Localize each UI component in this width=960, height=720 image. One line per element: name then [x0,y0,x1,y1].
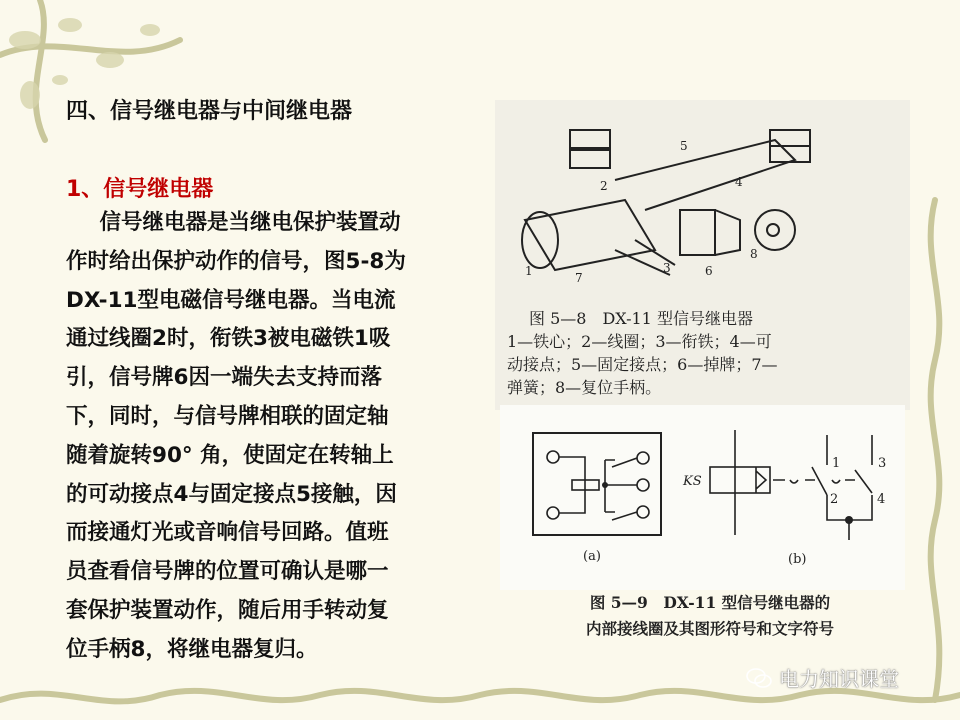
part-label: 7 [575,271,583,285]
caption-line: 图 5—8 DX-11 型信号继电器 [529,309,753,328]
subsection-heading: 1、信号继电器 [66,177,214,202]
terminal-label: 4 [877,492,886,507]
subfigure-label-a: (a) [583,549,601,564]
wechat-icon [745,667,773,689]
figure1-caption [507,307,778,399]
caption-line: 1—铁心；2—线圈；3—衔铁；4—可 [507,332,772,351]
body-line: 引，信号牌6因一端失去支持而落 [66,365,382,391]
watermark-text: 电力知识课堂 [779,667,899,691]
terminal-label: 3 [878,456,887,471]
terminal-label: 1 [832,456,841,471]
figure2-caption [520,590,900,642]
terminal-label: 2 [830,492,839,507]
relay-drawing [495,100,910,305]
body-line: 而接通灯光或音响信号回路。值班 [66,520,389,546]
wiring-diagram [500,405,905,590]
body-line: 的可动接点4与固定接点5接触，因 [66,481,397,507]
body-line: 作时给出保护动作的信号，图5-8为 [66,248,406,274]
part-label: 2 [600,179,608,193]
body-text [66,204,496,670]
caption-line: 弹簧；8—复位手柄。 [507,378,662,397]
caption-line: 内部接线圈及其图形符号和文字符号 [585,619,834,638]
body-line: 下，同时，与信号牌相联的固定轴 [66,403,389,429]
body-line: 随着旋转90° 角，使固定在转轴上 [66,442,394,468]
body-line: 通过线圈2时，衔铁3被电磁铁1吸 [66,326,391,352]
relay-symbol: KS [683,474,702,489]
part-label: 4 [735,175,743,189]
part-label: 6 [705,264,713,278]
subfigure-label-b: (b) [788,552,807,567]
caption-line: 动接点；5—固定接点；6—掉牌；7— [507,355,778,374]
part-label: 8 [750,247,758,261]
caption-line: 图 5—9 DX-11 型信号继电器的 [589,593,831,612]
section-heading: 四、信号继电器与中间继电器 [66,99,353,124]
body-line: 套保护装置动作，随后用手转动复 [66,597,389,623]
part-label: 5 [680,139,688,153]
body-line: 员查看信号牌的位置可确认是哪一 [66,559,389,585]
body-line: 位手柄8，将继电器复归。 [66,636,318,662]
part-label: 1 [525,264,533,278]
part-label: 3 [663,261,671,275]
relay-structure-figure [495,100,910,410]
body-line: 信号继电器是当继电保护装置动 [78,210,401,235]
watermark [745,663,899,692]
relay-wiring-figure [500,405,905,590]
body-line: DX-11型电磁信号继电器。当电流 [66,287,396,313]
